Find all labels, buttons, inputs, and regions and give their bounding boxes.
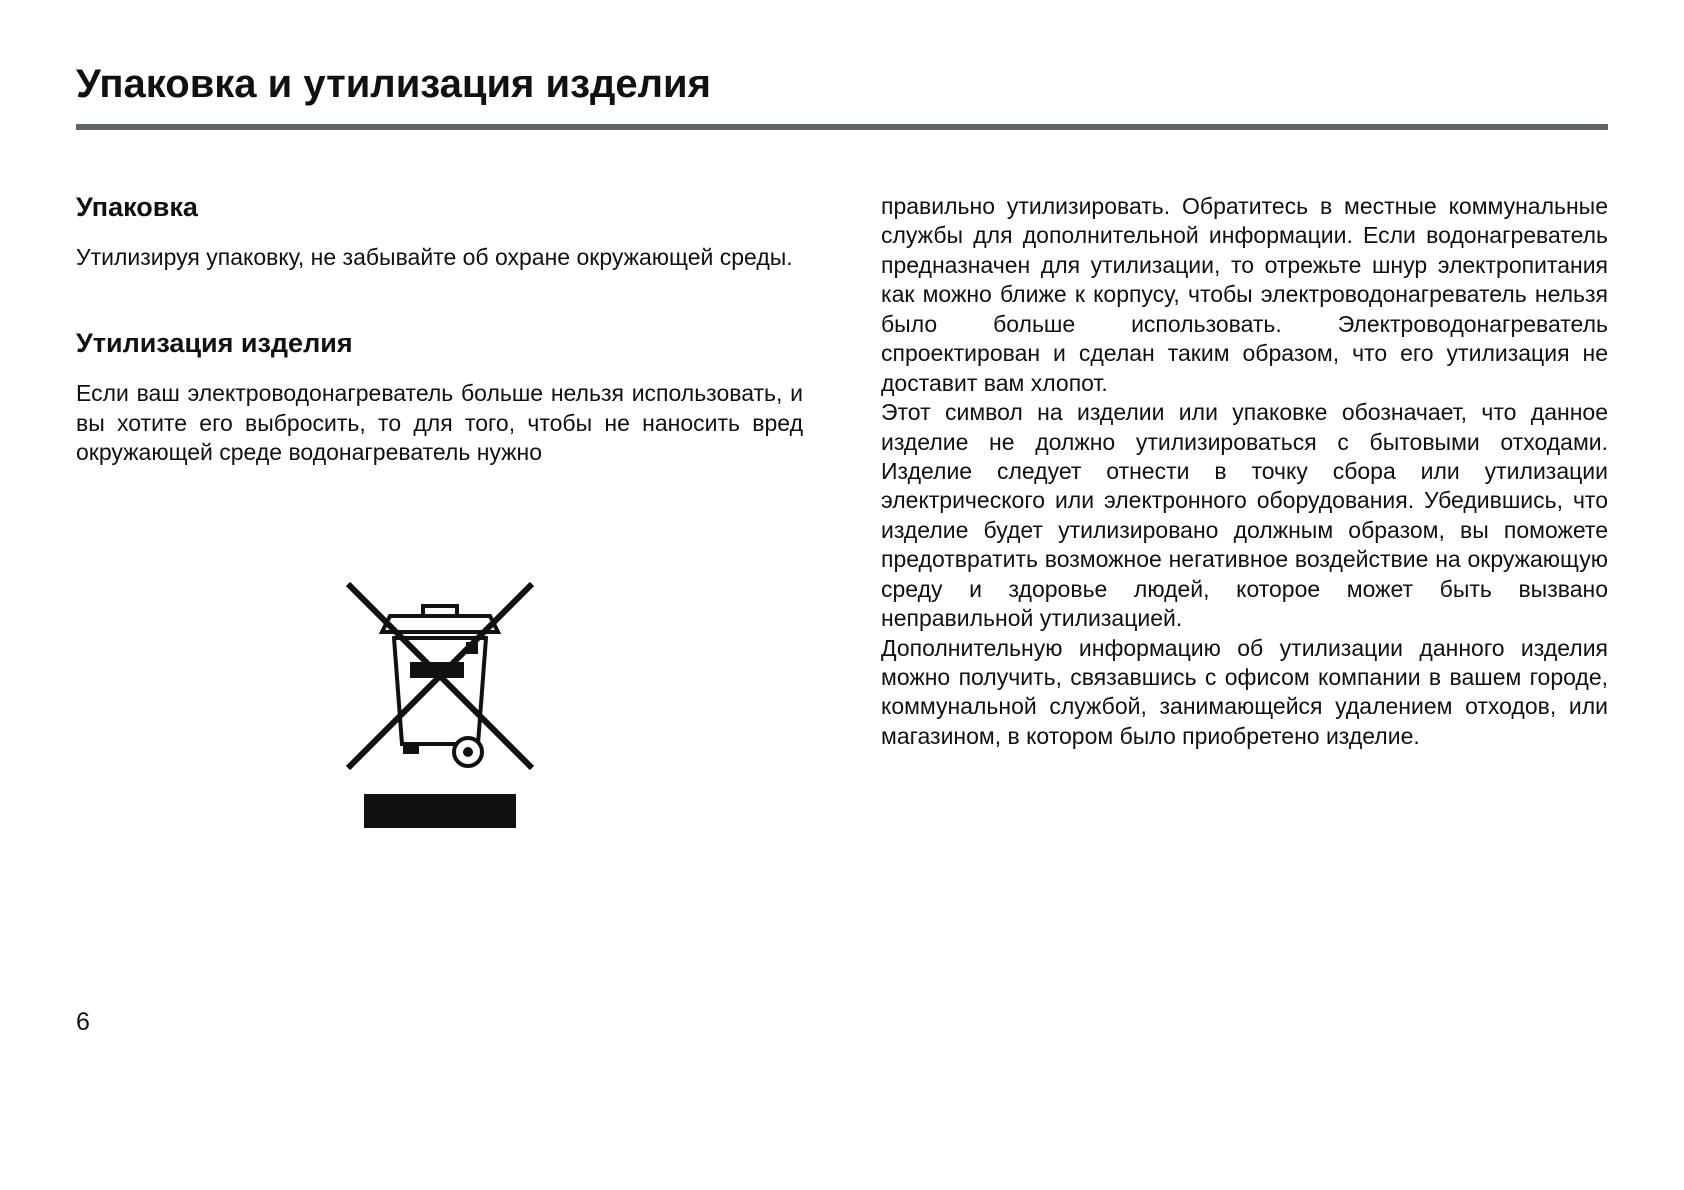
disposal-continuation-paragraph: правильно утилизировать. Обратитесь в местные коммунальные службы для дополнительной информации. Если водонагреватель предназначен для утилизации, то отрежьте шнур электропитания как можно ближе к корпусу, чтобы электроводонагреватель нельзя было больше использовать. Электроводонагреватель спроектирован и сделан таким образом, что его утилизация не доставит вам хлопот.: [881, 193, 1608, 396]
packaging-section: [76, 192, 803, 272]
disposal-heading: Утилизация изделия: [76, 328, 353, 359]
two-column-layout: [76, 192, 1608, 828]
page-title: Упаковка и утилизация изделия: [76, 62, 711, 106]
symbol-explanation-paragraph: Этот символ на изделии или упаковке обозначает, что данное изделие не должно утилизироваться с бытовыми отходами. Изделие следует отнести в точку сбора или утилизации электрического или электронного оборудования. Убедившись, что изделие будет утилизировано должным образом, вы поможете предотвратить возможное негативное воздействие на окружающую среду и здоровье людей, которое может быть вызвано неправильной утилизацией.: [881, 399, 1608, 632]
weee-black-bar: [364, 794, 516, 828]
disposal-section: [76, 328, 803, 467]
right-column: [881, 192, 1608, 828]
weee-symbol-block: [76, 576, 803, 828]
disposal-paragraph: Если ваш электроводонагреватель больше нельзя использовать, и вы хотите его выбросить, то для того, чтобы не наносить вред окружающей среде водонагреватель нужно: [76, 380, 803, 466]
title-divider: [76, 124, 1608, 130]
page-number: 6: [76, 1008, 90, 1036]
packaging-heading: Упаковка: [76, 192, 198, 222]
packaging-paragraph: Утилизируя упаковку, не забывайте об охране окружающей среды.: [76, 244, 793, 270]
additional-info-paragraph: Дополнительную информацию об утилизации данного изделия можно получить, связавшись с офисом компании в вашем городе, коммунальной службой, занимающейся удалением отходов, или магазином, в котором было приобретено изделие.: [881, 634, 1608, 749]
left-column: [76, 192, 803, 828]
weee-crossed-bin-icon: [340, 576, 540, 776]
